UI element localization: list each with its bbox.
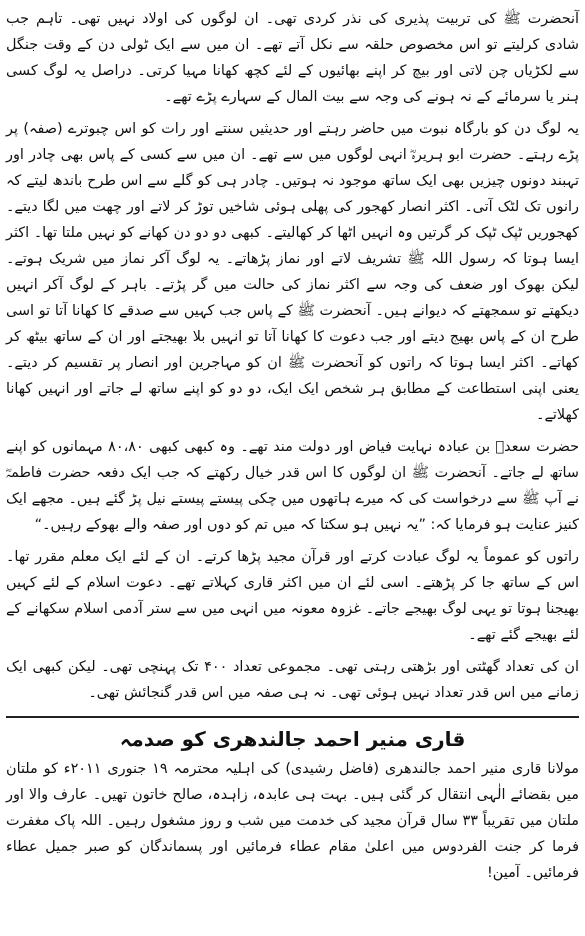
article-paragraph-2: یہ لوگ دن کو بارگاہ نبوت میں حاضر رہتے اور حدیثیں سنتے اور رات کو اس چبوترے (صفہ) پر پڑے رہتے۔ حضرت ابو ہریرہؓ انہی لوگوں میں سے تھے۔ ان میں سے کسی کے پاس بھی چادر اور تہبند دونوں چیزیں بھی ایک ساتھ موجود نہ ہوتیں۔ چادر ہی کو گلے سے اس طرح باندھ لیتے کہ رانوں تک لٹک آتی۔ اکثر انصار کھجور کی پھلی ہوئی شاخیں توڑ کر لاتے اور چھت میں لگا دیتے۔ کھجوریں ٹپک ٹپک کر گرتیں وہ انہیں اٹھا کر کھالیتے۔ کبھی دو دو دن کھانے کو نہیں ملتا تھا۔ اکثر ایسا ہوتا کہ رسول اللہ ﷺ تشریف لاتے اور نماز پڑھاتے۔ یہ لوگ آکر نماز میں شریک ہوتے۔ لیکن بھوک اور ضعف کی وجہ سے اکثر نماز کی حالت میں گر پڑتے۔ باہر کے لوگ آکر انہیں دیکھتے تو سمجھتے کہ دیوانے ہیں۔ آنحضرت ﷺ کے پاس جب کہیں سے صدقے کا کھانا آتا تو اسی طرح ان کے پاس بھیج دیتے اور جب دعوت کا کھانا آتا تو انہیں بلا بھیجتے اور ان کے ساتھ بیٹھ کر کھاتے۔ اکثر ایسا ہوتا کہ راتوں کو آنحضرت ﷺ ان کو مہاجرین اور انصار پر تقسیم کر دیتے۔ یعنی اپنی استطاعت کے مطابق ہر شخص ایک ایک، دو دو کو اپنے ساتھ لے جاتے اور انہیں کھانا کھلاتے۔ [6, 121, 579, 423]
obituary-body: مولانا قاری منیر احمد جالندھری (فاضل رشیدی) کی اہلیہ محترمہ ۱۹ جنوری ۲۰۱۱ء کو ملتان میں بقضائے الٰہی انتقال کر گئی ہیں۔ بہت ہی عابدہ، زاہدہ، صالح خاتون تھیں۔ عارف والا اور ملتان میں تقریباً ۳۳ سال قرآن مجید کی خدمت میں شب و روز مشغول رہیں۔ اللہ پاک مغفرت فرما کر جنت الفردوس میں اعلیٰ مقام عطاء فرمائیں اور پسماندگان کو صبر جمیل عطاء فرمائیں۔ آمین! [6, 761, 579, 881]
article-paragraph-3: حضرت سعدؓ بن عبادہ نہایت فیاض اور دولت مند تھے۔ وہ کبھی کبھی ۸۰،۸۰ مہمانوں کو اپنے ساتھ لے جاتے۔ آنحضرت ﷺ ان لوگوں کا اس قدر خیال رکھتے کہ جب ایک دفعہ حضرت فاطمہؓ نے آپ ﷺ سے درخواست کی کہ میرے ہاتھوں میں چکی پیستے پیستے نیل پڑ گئے ہیں۔ مجھے ایک کنیز عنایت ہو فرمایا کہ: ”یہ نہیں ہو سکتا کہ میں تم کو دوں اور صفہ والے بھوکے رہیں۔“ [6, 439, 580, 533]
obituary-heading: قاری منیر احمد جالندھری کو صدمہ [119, 727, 466, 751]
article-paragraph-5: ان کی تعداد گھٹتی اور بڑھتی رہتی تھی۔ مجموعی تعداد ۴۰۰ تک پہنچی تھی۔ لیکن کبھی ایک زمانے میں اس قدر تعداد نہیں ہوئی تھی۔ نہ ہی صفہ میں اس قدر گنجائش تھی۔ [6, 659, 579, 701]
article-paragraph-1: آنحضرت ﷺ کی تربیت پذیری کی نذر کردی تھی۔ ان لوگوں کی اولاد نہیں تھی۔ تاہم جب شادی کرلیتے تو اس مخصوص حلقہ سے نکل آتے تھے۔ ان میں سے ایک ٹولی دن کے وقت جنگل سے لکڑیاں چن لاتی اور بیچ کر اپنے بھائیوں کے لئے کچھ کھانا مہیا کرتی۔ دراصل یہ لوگ کسی ہنر یا سرمائے کے نہ ہونے کی وجہ سے بیت المال کے سہارے پڑے تھے۔ [6, 11, 579, 105]
article-paragraph-4: راتوں کو عموماً یہ لوگ عبادت کرتے اور قرآن مجید پڑھا کرتے۔ ان کے لئے ایک معلم مقرر تھا۔ اس کے ساتھ جا کر پڑھتے۔ اسی لئے ان میں اکثر قاری کہلاتے تھے۔ دعوت اسلام کے لئے کہیں بھیجنا ہوتا تو یہی لوگ بھیجے جاتے۔ غزوہ معونہ میں انہی میں سے ستر آدمی اسلام سکھانے کے لئے بھیجے گئے تھے۔ [6, 549, 579, 643]
obituary-section [6, 724, 579, 886]
article-body [6, 6, 579, 706]
section-divider [6, 716, 579, 718]
